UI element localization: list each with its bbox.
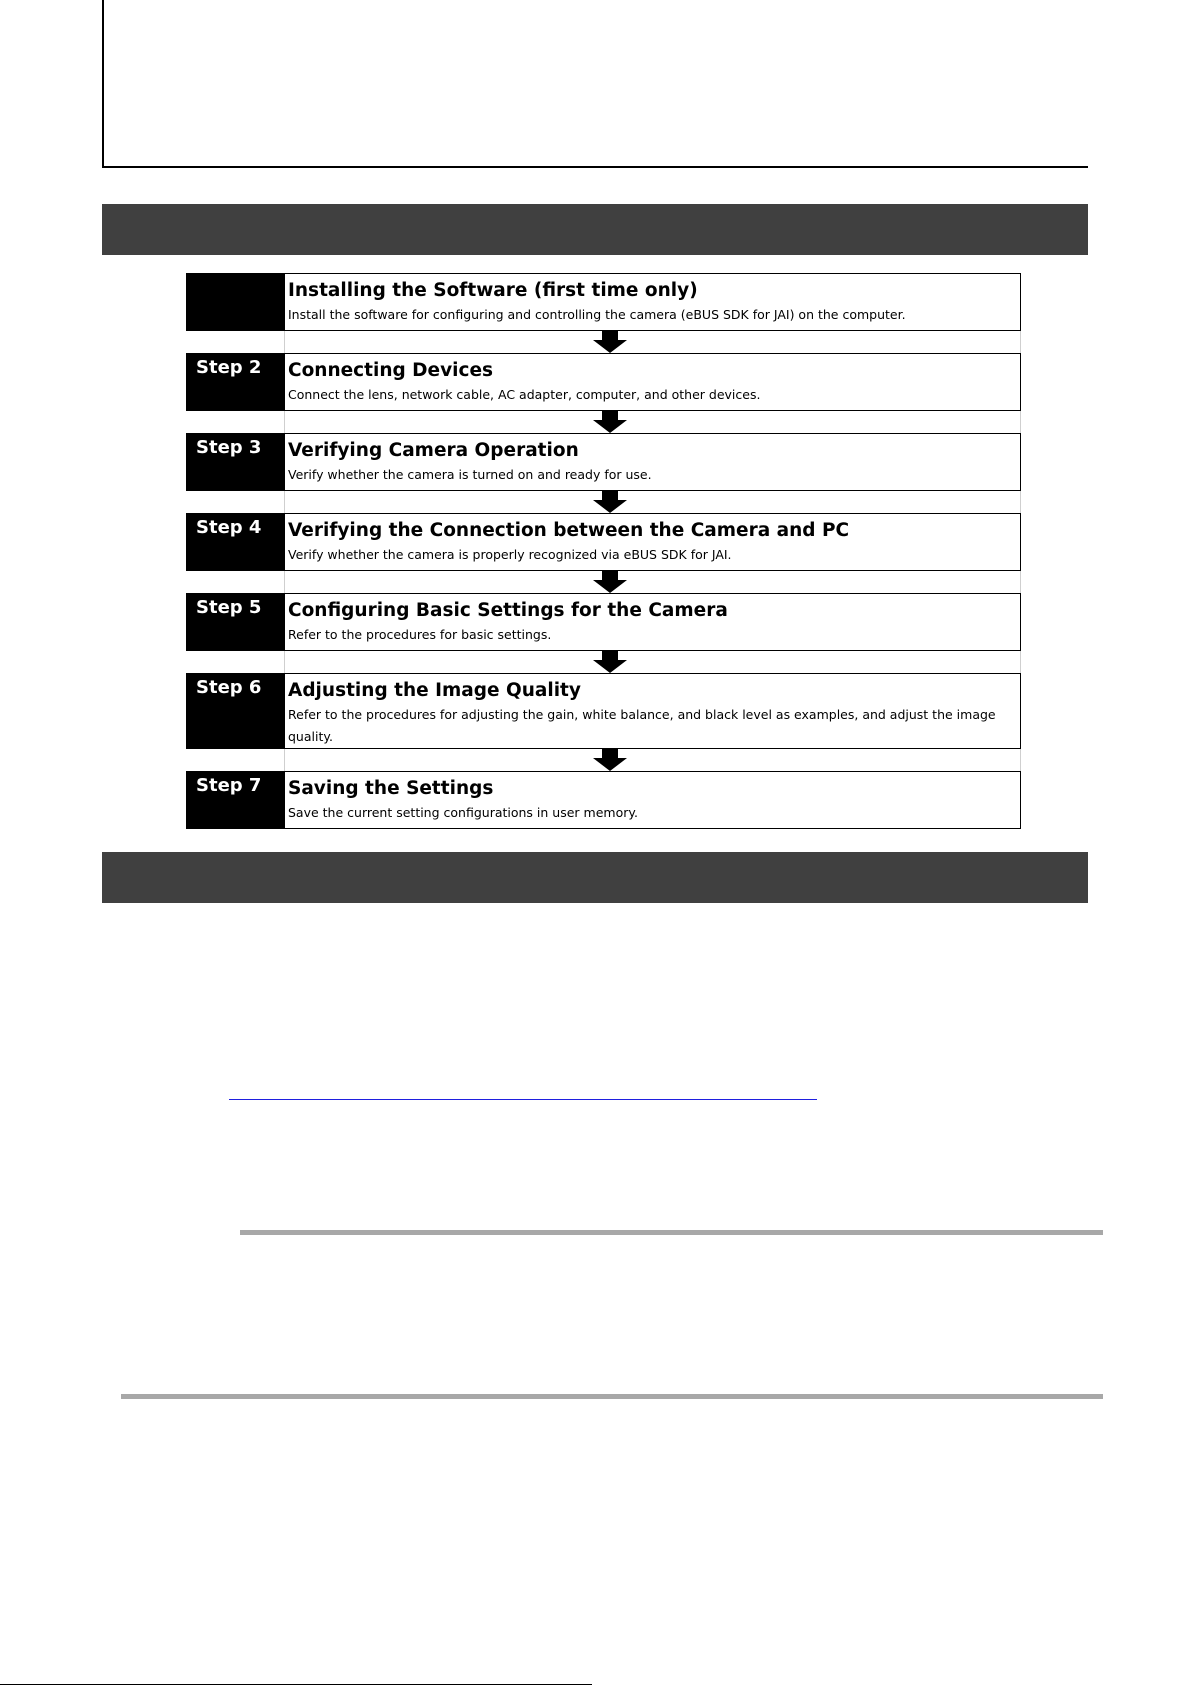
step-description: Refer to the procedures for basic settings. (288, 627, 552, 642)
step-title: Verifying Camera Operation (288, 440, 579, 461)
page-frame-left-border (102, 0, 104, 168)
step-box (284, 673, 1021, 749)
down-arrow-icon (593, 331, 627, 353)
workflow-step (186, 513, 1021, 571)
step-description: Verify whether the camera is turned on and ready for use. (288, 467, 652, 482)
step-description: Connect the lens, network cable, AC adapter, computer, and other devices. (288, 387, 761, 402)
step-label: Step 7 (186, 771, 284, 829)
workflow-step (186, 273, 1021, 331)
step-title: Installing the Software (first time only) (288, 280, 698, 301)
step-box (284, 273, 1021, 331)
step-label: Step 2 (186, 353, 284, 411)
step-box (284, 433, 1021, 491)
step-label: Step 6 (186, 673, 284, 749)
down-arrow-icon (593, 651, 627, 673)
step-connector (186, 331, 1021, 353)
step-label (186, 273, 284, 331)
step-box (284, 353, 1021, 411)
workflow-step (186, 673, 1021, 749)
step-connector (186, 411, 1021, 433)
step-title: Configuring Basic Settings for the Camera (288, 600, 728, 621)
down-arrow-icon (593, 571, 627, 593)
step-connector (186, 749, 1021, 771)
gray-divider (240, 1230, 1103, 1235)
hyperlink-underline[interactable] (229, 1099, 817, 1100)
down-arrow-icon (593, 749, 627, 771)
step-connector (186, 571, 1021, 593)
step-label: Step 4 (186, 513, 284, 571)
step-description: Save the current setting configurations in user memory. (288, 805, 638, 820)
gray-divider (121, 1394, 1103, 1399)
down-arrow-icon (593, 411, 627, 433)
page-frame-bottom-border (102, 166, 1088, 168)
step-title: Saving the Settings (288, 778, 494, 799)
section-header-bar-1 (102, 204, 1088, 255)
workflow-step (186, 593, 1021, 651)
workflow-step (186, 433, 1021, 491)
step-connector (186, 491, 1021, 513)
step-box (284, 513, 1021, 571)
step-box (284, 593, 1021, 651)
step-box (284, 771, 1021, 829)
workflow-step (186, 771, 1021, 829)
step-connector (186, 651, 1021, 673)
step-label: Step 5 (186, 593, 284, 651)
step-description: Verify whether the camera is properly recognized via eBUS SDK for JAI. (288, 547, 732, 562)
step-label: Step 3 (186, 433, 284, 491)
workflow-steps (186, 273, 1021, 829)
section-header-bar-2 (102, 852, 1088, 903)
step-title: Verifying the Connection between the Camera and PC (288, 520, 850, 541)
step-title: Adjusting the Image Quality (288, 680, 581, 701)
step-description: Refer to the procedures for adjusting the gain, white balance, and black level as examples, and adjust the image quality. (288, 707, 996, 744)
step-title: Connecting Devices (288, 360, 494, 381)
step-description: Install the software for configuring and controlling the camera (eBUS SDK for JAI) on the computer. (288, 307, 906, 322)
workflow-step (186, 353, 1021, 411)
down-arrow-icon (593, 491, 627, 513)
